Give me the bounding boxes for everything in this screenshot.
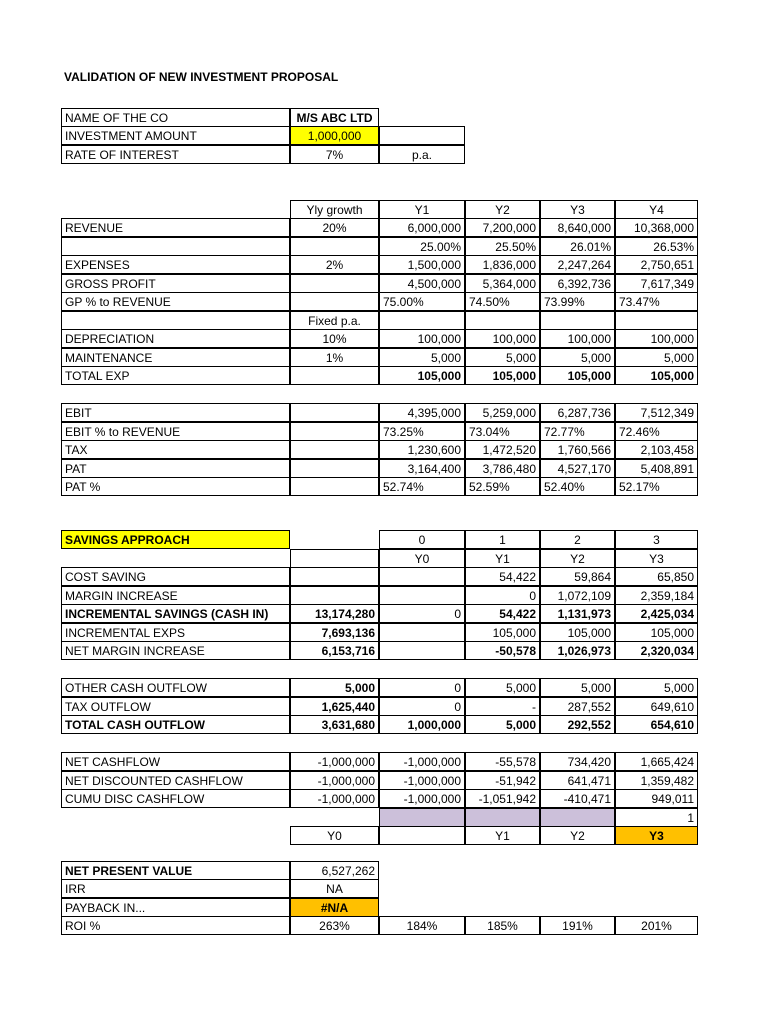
payback-value: #N/A: [290, 898, 379, 917]
revenue-pct-value: 25.00%: [379, 237, 465, 256]
company-label: NAME OF THE CO: [61, 108, 290, 127]
total-cash-outflow-value: 292,552: [540, 715, 615, 734]
payback-marker: [540, 808, 615, 827]
net-discounted-cashflow-value: 1,359,482: [615, 771, 698, 790]
net-margin-increase-value: 1,026,973: [540, 641, 615, 660]
incremental-exps-value: 105,000: [615, 623, 698, 642]
cost-saving-label: COST SAVING: [61, 567, 290, 586]
period-label: Y0: [379, 549, 465, 568]
growth-header: Yly growth: [290, 200, 379, 219]
net-cashflow-value: 1,665,424: [615, 752, 698, 771]
net-discounted-cashflow-label: NET DISCOUNTED CASHFLOW: [61, 771, 290, 790]
cost-saving-value: 59,864: [540, 567, 615, 586]
empty-cell: [379, 567, 465, 586]
cumu-disc-cashflow-value: 949,011: [615, 789, 698, 808]
cost-saving-value: 54,422: [465, 567, 540, 586]
roi-value: 185%: [465, 916, 540, 935]
pat-value: 5,408,891: [615, 459, 698, 478]
ebit-value: 4,395,000: [379, 403, 465, 422]
year-header: Y3: [540, 200, 615, 219]
roi-value: 191%: [540, 916, 615, 935]
npv-value: 6,527,262: [290, 861, 379, 880]
npv-label: NET PRESENT VALUE: [61, 861, 290, 880]
revenue-value: 10,368,000: [615, 218, 698, 237]
empty-cell: [379, 311, 465, 330]
expenses-value: 1,500,000: [379, 255, 465, 274]
gross-profit-value: 5,364,000: [465, 274, 540, 293]
empty-cell: [290, 292, 379, 311]
depreciation-label: DEPRECIATION: [61, 329, 290, 348]
gross-profit-label: GROSS PROFIT: [61, 274, 290, 293]
irr-label: IRR: [61, 879, 290, 898]
revenue-rate: 20%: [290, 218, 379, 237]
cost-saving-value: 65,850: [615, 567, 698, 586]
incremental-exps-value: 105,000: [540, 623, 615, 642]
margin-increase-total: [290, 586, 379, 605]
empty-cell: [465, 311, 540, 330]
payback-year-highlight: Y3: [615, 826, 698, 845]
payback-year: Y0: [290, 826, 379, 845]
maintenance-label: MAINTENANCE: [61, 348, 290, 367]
expenses-rate: 2%: [290, 255, 379, 274]
empty-cell: [290, 549, 379, 568]
cumu-disc-cashflow-total: -1,000,000: [290, 789, 379, 808]
net-discounted-cashflow-total: -1,000,000: [290, 771, 379, 790]
incremental-savings-total: 13,174,280: [290, 604, 379, 623]
pat-value: 3,164,400: [379, 459, 465, 478]
total-exp-value: 105,000: [540, 366, 615, 385]
tax-outflow-total: 1,625,440: [290, 697, 379, 716]
cumu-disc-cashflow-value: -1,051,942: [465, 789, 540, 808]
maintenance-rate: 1%: [290, 348, 379, 367]
margin-increase-value: 1,072,109: [540, 586, 615, 605]
revenue-pct-label: [61, 237, 290, 256]
tax-value: 1,472,520: [465, 440, 540, 459]
margin-increase-value: 2,359,184: [615, 586, 698, 605]
total-cash-outflow-value: 1,000,000: [379, 715, 465, 734]
incremental-savings-label: INCREMENTAL SAVINGS (CASH IN): [61, 604, 290, 623]
total-cash-outflow-value: 5,000: [465, 715, 540, 734]
maintenance-value: 5,000: [540, 348, 615, 367]
tax-outflow-value: 287,552: [540, 697, 615, 716]
pat-value: 4,527,170: [540, 459, 615, 478]
page-title: VALIDATION OF NEW INVESTMENT PROPOSAL: [64, 70, 339, 84]
incremental-savings-value: 2,425,034: [615, 604, 698, 623]
expenses-label: EXPENSES: [61, 255, 290, 274]
depreciation-value: 100,000: [465, 329, 540, 348]
expenses-value: 2,750,651: [615, 255, 698, 274]
ebit-pct-value: 72.46%: [615, 422, 698, 441]
revenue-pct-rate: [290, 237, 379, 256]
fixed-label: Fixed p.a.: [290, 311, 379, 330]
pat-pct-value: 52.17%: [615, 477, 698, 496]
payback-label: PAYBACK IN...: [61, 898, 290, 917]
company-value: M/S ABC LTD: [290, 108, 379, 127]
margin-increase-label: MARGIN INCREASE: [61, 586, 290, 605]
savings-title: SAVINGS APPROACH: [61, 530, 290, 549]
pat-pct-label: PAT %: [61, 477, 290, 496]
revenue-value: 7,200,000: [465, 218, 540, 237]
ebit-pct-value: 72.77%: [540, 422, 615, 441]
cumu-disc-cashflow-value: -1,000,000: [379, 789, 465, 808]
ebit-value: 7,512,349: [615, 403, 698, 422]
irr-value: NA: [290, 879, 379, 898]
net-cashflow-value: -1,000,000: [379, 752, 465, 771]
empty-cell: [61, 311, 290, 330]
empty-cell: [540, 311, 615, 330]
empty-cell: [290, 422, 379, 441]
incremental-savings-value: 0: [379, 604, 465, 623]
interest-unit: p.a.: [379, 145, 465, 164]
gross-profit-value: 6,392,736: [540, 274, 615, 293]
roi-value: 201%: [615, 916, 698, 935]
revenue-pct-value: 26.01%: [540, 237, 615, 256]
incremental-exps-total: 7,693,136: [290, 623, 379, 642]
gross-profit-rate: [290, 274, 379, 293]
total-cash-outflow-total: 3,631,680: [290, 715, 379, 734]
other-cash-outflow-label: OTHER CASH OUTFLOW: [61, 678, 290, 697]
expenses-value: 1,836,000: [465, 255, 540, 274]
payback-marker: [379, 808, 465, 827]
net-margin-increase-label: NET MARGIN INCREASE: [61, 641, 290, 660]
tax-value: 1,760,566: [540, 440, 615, 459]
revenue-label: REVENUE: [61, 218, 290, 237]
pat-pct-value: 52.74%: [379, 477, 465, 496]
interest-value: 7%: [290, 145, 379, 164]
net-margin-increase-total: 6,153,716: [290, 641, 379, 660]
gross-profit-value: 4,500,000: [379, 274, 465, 293]
payback-year: Y1: [465, 826, 540, 845]
revenue-pct-value: 26.53%: [615, 237, 698, 256]
net-discounted-cashflow-value: -1,000,000: [379, 771, 465, 790]
payback-marker: [465, 808, 540, 827]
tax-outflow-label: TAX OUTFLOW: [61, 697, 290, 716]
empty-cell: [379, 641, 465, 660]
period-number: 1: [465, 530, 540, 549]
period-number: 3: [615, 530, 698, 549]
roi-label: ROI %: [61, 916, 290, 935]
total-exp-value: 105,000: [379, 366, 465, 385]
ebit-label: EBIT: [61, 403, 290, 422]
cumu-disc-cashflow-value: -410,471: [540, 789, 615, 808]
ebit-value: 6,287,736: [540, 403, 615, 422]
period-label: Y1: [465, 549, 540, 568]
tax-rate: [290, 440, 379, 459]
interest-label: RATE OF INTEREST: [61, 145, 290, 164]
year-header: Y2: [465, 200, 540, 219]
tax-label: TAX: [61, 440, 290, 459]
incremental-savings-value: 1,131,973: [540, 604, 615, 623]
payback-year: Y2: [540, 826, 615, 845]
incremental-savings-value: 54,422: [465, 604, 540, 623]
other-cash-outflow-value: 0: [379, 678, 465, 697]
other-cash-outflow-value: 5,000: [540, 678, 615, 697]
pat-value: 3,786,480: [465, 459, 540, 478]
empty-cell: [290, 366, 379, 385]
payback-flag: 1: [615, 808, 698, 827]
pat-pct-value: 52.59%: [465, 477, 540, 496]
period-number: 0: [379, 530, 465, 549]
year-header: Y4: [615, 200, 698, 219]
ebit-rate: [290, 403, 379, 422]
gross-profit-value: 7,617,349: [615, 274, 698, 293]
net-cashflow-value: 734,420: [540, 752, 615, 771]
gp-pct-label: GP % to REVENUE: [61, 292, 290, 311]
net-cashflow-total: -1,000,000: [290, 752, 379, 771]
net-cashflow-label: NET CASHFLOW: [61, 752, 290, 771]
net-discounted-cashflow-value: -51,942: [465, 771, 540, 790]
maintenance-value: 5,000: [615, 348, 698, 367]
empty-cell: [379, 586, 465, 605]
maintenance-value: 5,000: [379, 348, 465, 367]
total-exp-value: 105,000: [615, 366, 698, 385]
tax-outflow-value: 649,610: [615, 697, 698, 716]
pat-label: PAT: [61, 459, 290, 478]
other-cash-outflow-value: 5,000: [465, 678, 540, 697]
empty-cell: [615, 311, 698, 330]
total-exp-value: 105,000: [465, 366, 540, 385]
other-cash-outflow-value: 5,000: [615, 678, 698, 697]
depreciation-value: 100,000: [615, 329, 698, 348]
pat-rate: [290, 459, 379, 478]
net-margin-increase-value: 2,320,034: [615, 641, 698, 660]
investment-label: INVESTMENT AMOUNT: [61, 126, 290, 145]
ebit-pct-value: 73.25%: [379, 422, 465, 441]
period-label: Y2: [540, 549, 615, 568]
empty-cell: [379, 826, 465, 845]
period-number: 2: [540, 530, 615, 549]
tax-value: 2,103,458: [615, 440, 698, 459]
revenue-pct-value: 25.50%: [465, 237, 540, 256]
depreciation-value: 100,000: [540, 329, 615, 348]
roi-value: 184%: [379, 916, 465, 935]
other-cash-outflow-total: 5,000: [290, 678, 379, 697]
empty-cell: [379, 623, 465, 642]
gp-pct-value: 73.47%: [615, 292, 698, 311]
investment-value: 1,000,000: [290, 126, 379, 145]
tax-value: 1,230,600: [379, 440, 465, 459]
year-header: Y1: [379, 200, 465, 219]
tax-outflow-value: 0: [379, 697, 465, 716]
empty-cell: [290, 477, 379, 496]
margin-increase-value: 0: [465, 586, 540, 605]
incremental-exps-label: INCREMENTAL EXPS: [61, 623, 290, 642]
revenue-value: 8,640,000: [540, 218, 615, 237]
depreciation-value: 100,000: [379, 329, 465, 348]
total-cash-outflow-label: TOTAL CASH OUTFLOW: [61, 715, 290, 734]
gp-pct-value: 74.50%: [465, 292, 540, 311]
net-cashflow-value: -55,578: [465, 752, 540, 771]
net-margin-increase-value: -50,578: [465, 641, 540, 660]
tax-outflow-value: -: [465, 697, 540, 716]
incremental-exps-value: 105,000: [465, 623, 540, 642]
roi-value: 263%: [290, 916, 379, 935]
depreciation-rate: 10%: [290, 329, 379, 348]
empty-cell: [379, 126, 465, 145]
net-discounted-cashflow-value: 641,471: [540, 771, 615, 790]
total-cash-outflow-value: 654,610: [615, 715, 698, 734]
ebit-value: 5,259,000: [465, 403, 540, 422]
cost-saving-total: [290, 567, 379, 586]
pat-pct-value: 52.40%: [540, 477, 615, 496]
gp-pct-value: 73.99%: [540, 292, 615, 311]
gp-pct-value: 75.00%: [379, 292, 465, 311]
total-exp-label: TOTAL EXP: [61, 366, 290, 385]
period-label: Y3: [615, 549, 698, 568]
expenses-value: 2,247,264: [540, 255, 615, 274]
ebit-pct-label: EBIT % to REVENUE: [61, 422, 290, 441]
maintenance-value: 5,000: [465, 348, 540, 367]
cumu-disc-cashflow-label: CUMU DISC CASHFLOW: [61, 789, 290, 808]
revenue-value: 6,000,000: [379, 218, 465, 237]
ebit-pct-value: 73.04%: [465, 422, 540, 441]
